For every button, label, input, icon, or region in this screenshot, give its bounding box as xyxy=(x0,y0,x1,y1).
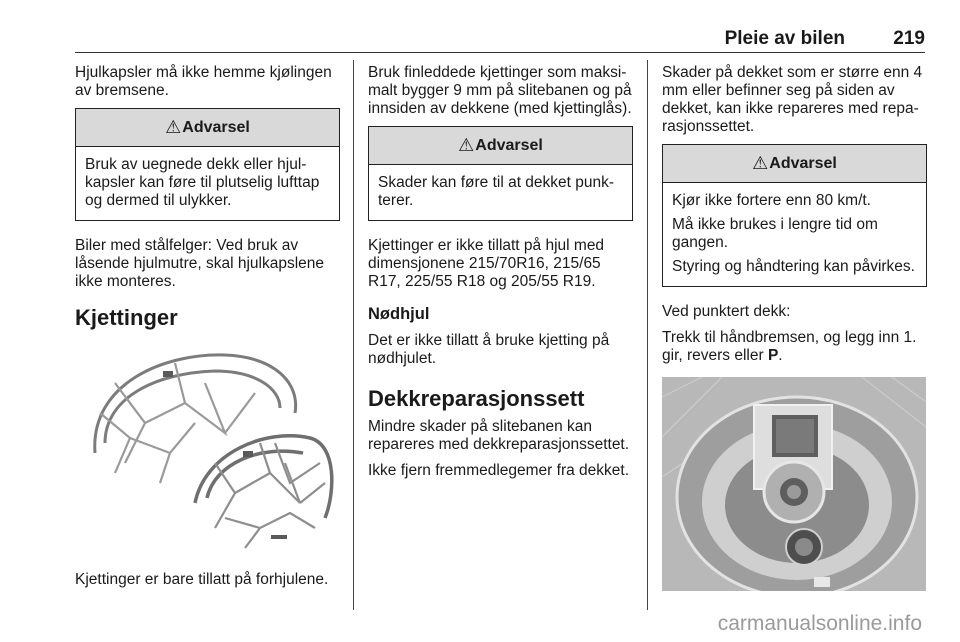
warning-triangle-icon: ⚠ xyxy=(752,153,769,173)
column-1 xyxy=(75,64,340,597)
column-2 xyxy=(368,64,633,488)
puncture-step: Trekk til håndbremsen, og legg inn 1. gir, revers eller P. xyxy=(662,329,917,364)
warning-triangle-icon: ⚠ xyxy=(165,117,182,137)
puncture-label: Ved punktert dekk: xyxy=(662,303,791,320)
snow-chains-illustration xyxy=(75,343,340,553)
heading-repair-kit: Dekkreparasjonssett xyxy=(368,386,585,411)
warning-title: Advarsel xyxy=(182,118,250,136)
warning-box-speed xyxy=(662,144,927,287)
column-divider-2 xyxy=(647,60,648,610)
fine-chains-text: Bruk finleddede kjettinger som maksimalt bygger 9 mm på slitebanen og på innsiden av dekkene (med kjettinglås). xyxy=(368,64,632,117)
column-divider-1 xyxy=(353,60,354,610)
watermark: carmanualsonline.info xyxy=(717,612,922,635)
warning-triangle-icon: ⚠ xyxy=(458,135,475,155)
heading-chains: Kjettinger xyxy=(75,305,178,330)
column-3 xyxy=(662,64,927,591)
warning-line-steering: Styring og håndtering kan påvirkes. xyxy=(672,258,915,275)
warning-text: Skader kan føre til at dekket punkterer. xyxy=(378,174,615,209)
page-header xyxy=(75,26,925,53)
chains-caption: Kjettinger er bare tillatt på forhjulene. xyxy=(75,571,329,588)
steel-rims-note: Biler med stålfelger: Ved bruk av låsende hjulmutre, skal hjulkapslene ikke monteres. xyxy=(75,237,325,290)
foreign-objects-text: Ikke fjern fremmedlegemer fra dekket. xyxy=(368,462,630,479)
damage-limit-text: Skader på dekket som er større enn 4 mm eller befinner seg på siden av dekket, kan ikke repareres med reparasjonssettet. xyxy=(662,64,923,135)
not-allowed-dimensions: Kjettinger er ikke tillatt på hjul med dimensjonene 215/70R16, 215/65 R17, 225/55 R18 og 205/55 R19. xyxy=(368,237,605,290)
heading-spare-wheel: Nødhjul xyxy=(368,305,430,323)
hubcap-note: Hjulkapsler må ikke hemme kjølingen av bremsene. xyxy=(75,64,332,99)
warning-line-speed: Kjør ikke fortere enn 80 km/t. xyxy=(672,192,871,209)
warning-line-duration: Må ikke brukes i lengre tid om gangen. xyxy=(672,216,878,251)
warning-header xyxy=(663,145,926,183)
page-number: 219 xyxy=(893,28,925,49)
warning-header xyxy=(369,127,632,165)
warning-title: Advarsel xyxy=(769,154,837,172)
warning-box-puncture xyxy=(368,126,633,221)
warning-title: Advarsel xyxy=(475,136,543,154)
warning-text: Bruk av uegnede dekk eller hjulkapsler kan føre til plutselig lufttap og dermed til ulykker. xyxy=(85,156,320,209)
section-title: Pleie av bilen xyxy=(724,28,845,49)
repair-kit-text: Mindre skader på slitebanen kan repareres med dekkreparasjonssettet. xyxy=(368,418,630,453)
repair-kit-trunk-photo xyxy=(662,377,926,591)
warning-box-tyres xyxy=(75,108,340,221)
spare-wheel-text: Det er ikke tillatt å bruke kjetting på nødhjulet. xyxy=(368,332,610,367)
warning-header xyxy=(76,109,339,147)
